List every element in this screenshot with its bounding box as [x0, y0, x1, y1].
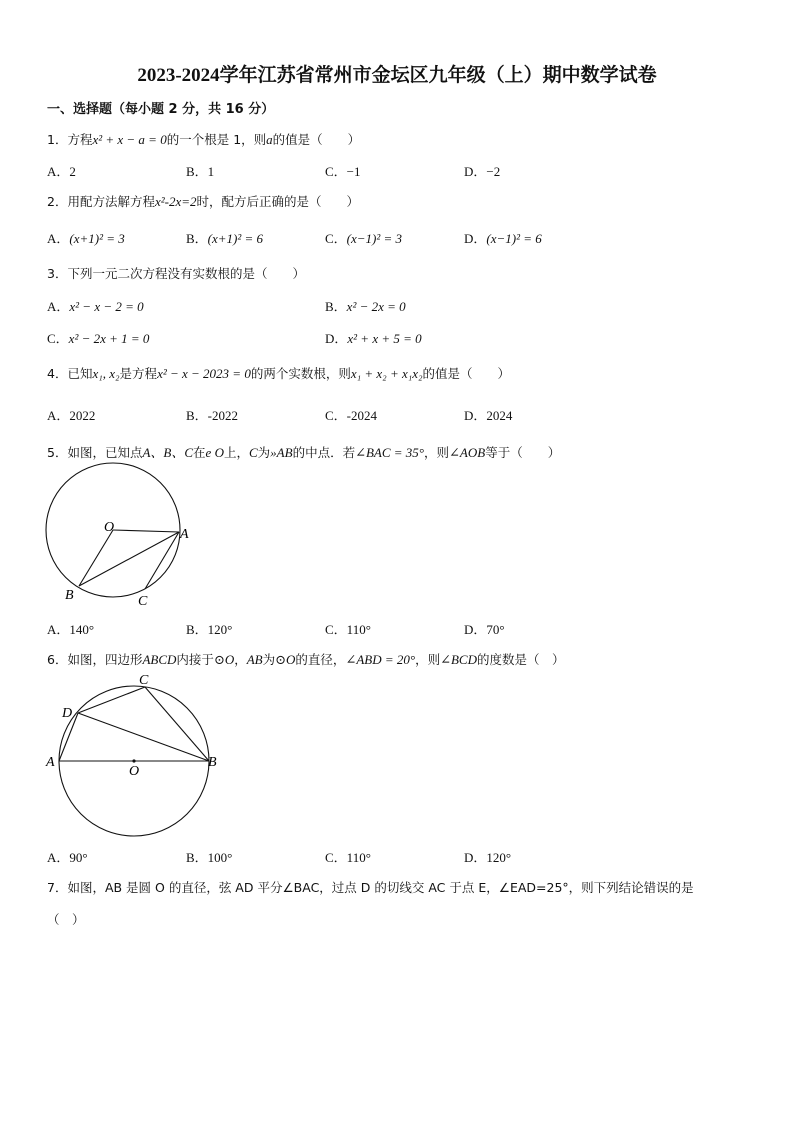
- q1-stem-mid: 的一个根是 1，则: [166, 132, 267, 147]
- q4-equation: x² − x − 2023 = 0: [157, 366, 251, 381]
- q1-option-a: A．2: [47, 164, 76, 179]
- q4-option-a: A．2022: [47, 408, 96, 423]
- q6-stem-pre: 6．如图，四边形: [47, 652, 143, 667]
- q3-math-c: x² − 2x + 1 = 0: [68, 331, 150, 346]
- question-3: 3．下列一元二次方程没有实数根的是（ ）: [47, 266, 305, 281]
- q4-stem-mid2: 的两个实数根，则: [250, 366, 351, 381]
- q6-segment-dc: [78, 687, 145, 713]
- question-7-line-2: （ ）: [47, 912, 85, 927]
- q1-option-b: B．1: [186, 164, 215, 179]
- q1-option-d: D．−2: [464, 164, 501, 179]
- q6-option-b: B．100°: [186, 850, 233, 865]
- q5-label-o: O: [104, 520, 115, 535]
- q5-stem-post: 等于（ ）: [485, 445, 561, 460]
- q6-circle2: ⊙O: [275, 652, 296, 667]
- q2-math-a: (x+1)² = 3: [69, 231, 125, 246]
- q3-label-c: C．: [47, 331, 69, 346]
- q5-stem-mid5: ，则: [424, 445, 450, 460]
- q3-math-b: x² − 2x = 0: [346, 299, 406, 314]
- q3-option-d: [325, 328, 422, 347]
- q6-option-c: C．110°: [325, 850, 371, 865]
- question-4: [47, 364, 510, 382]
- q2-math-b: (x+1)² = 6: [207, 231, 264, 246]
- q5-segment-ab: [79, 532, 179, 586]
- q6-center-dot: [132, 759, 135, 762]
- q3-label-b: B．: [325, 299, 347, 314]
- q5-target: ∠AOB: [449, 445, 486, 460]
- q5-arc: »AB: [270, 445, 293, 460]
- q4-stem-post: 的值是（ ）: [422, 366, 511, 381]
- q5-stem-mid3: 为: [257, 445, 271, 460]
- q1-equation: x² + x − a = 0: [92, 132, 167, 147]
- q6-circle: ⊙O: [213, 652, 235, 667]
- q2-stem-pre: 2．用配方法解方程: [47, 194, 155, 209]
- q2-math-c: (x−1)² = 3: [346, 231, 403, 246]
- q1-stem-pre: 1．方程: [47, 132, 93, 147]
- q6-stem-mid4: 的直径，: [295, 652, 346, 667]
- q4-expr: x₁ + x₂ + x₁x₂: [350, 366, 423, 381]
- question-2: [47, 192, 359, 210]
- q3-label-d: D．: [325, 331, 348, 346]
- question-7-line-1: 7．如图，AB 是圆 O 的直径，弦 AD 平分∠BAC，过点 D 的切线交 AC 于点 E，∠EAD=25°，则下列结论错误的是: [47, 880, 694, 895]
- q1-option-c: C．−1: [325, 164, 361, 179]
- q5-circle: e O: [205, 445, 224, 460]
- q4-option-d: D．2024: [464, 408, 513, 423]
- q6-label-b: B: [208, 755, 217, 770]
- q2-label-d: D．: [464, 231, 487, 246]
- q4-stem-pre: 4．已知: [47, 366, 93, 381]
- q6-label-a: A: [46, 755, 55, 770]
- question-5: [47, 442, 560, 461]
- section-heading: 一、选择题（每小题 2 分，共 16 分）: [47, 102, 275, 117]
- q5-option-b: B．120°: [186, 622, 233, 637]
- q6-option-a: A．90°: [47, 850, 88, 865]
- q6-stem-post: 的度数是（ ）: [477, 652, 565, 667]
- q3-label-a: A．: [47, 299, 70, 314]
- q2-option-a: [47, 228, 125, 247]
- q3-math-a: x² − x − 2 = 0: [69, 299, 144, 314]
- q5-segment-oa: [113, 530, 179, 532]
- question-1: [47, 130, 360, 148]
- q5-stem-pre: 5．如图，已知点: [47, 445, 143, 460]
- q3-math-d: x² + x + 5 = 0: [347, 331, 422, 346]
- q4-option-b: B．-2022: [186, 408, 239, 423]
- q2-option-c: [325, 228, 402, 247]
- q2-option-b: [186, 228, 263, 247]
- q2-label-a: A．: [47, 231, 70, 246]
- q4-stem-mid: 是方程: [119, 366, 158, 381]
- question-6: [47, 650, 565, 668]
- page-title: 2023-2024学年江苏省常州市金坛区九年级（上）期中数学试卷: [137, 65, 657, 86]
- q6-figure: [40, 670, 230, 840]
- q6-stem-mid5: ，则: [415, 652, 441, 667]
- q6-stem-mid2: ，: [234, 652, 247, 667]
- q6-segment-db: [78, 713, 209, 761]
- q2-option-d: [464, 228, 542, 247]
- q6-stem-mid: 内接于: [176, 652, 214, 667]
- q6-quad: ABCD: [142, 652, 177, 667]
- q5-stem-mid2: 上，: [223, 445, 249, 460]
- q5-segment-ob: [79, 530, 113, 586]
- q5-label-b: B: [65, 588, 74, 603]
- q5-option-a: A．140°: [47, 622, 95, 637]
- q2-stem-post: 时，配方后正确的是（ ）: [196, 194, 360, 209]
- q5-figure: [40, 462, 200, 612]
- q4-option-c: C．-2024: [325, 408, 378, 423]
- q2-label-c: C．: [325, 231, 347, 246]
- q4-roots: x₁, x₂: [92, 366, 120, 381]
- q6-label-d: D: [62, 706, 73, 721]
- q6-option-d: D．120°: [464, 850, 512, 865]
- q6-label-o: O: [129, 764, 140, 779]
- q5-label-c: C: [138, 594, 148, 609]
- q1-stem-post: 的值是（ ）: [272, 132, 361, 147]
- q2-label-b: B．: [186, 231, 208, 246]
- q2-math-d: (x−1)² = 6: [486, 231, 542, 246]
- q6-stem-mid3: 为: [262, 652, 276, 667]
- q5-option-d: D．70°: [464, 622, 505, 637]
- q2-equation: x²-2x=2: [154, 194, 197, 209]
- q6-label-c: C: [139, 673, 149, 688]
- q5-option-c: C．110°: [325, 622, 371, 637]
- q5-angle: ∠BAC = 35°: [355, 445, 424, 460]
- q6-ab: AB: [246, 652, 263, 667]
- q5-point-c: C: [248, 445, 258, 460]
- q5-label-a: A: [180, 527, 189, 542]
- q3-option-b: [325, 296, 406, 315]
- q3-option-c: [47, 328, 149, 347]
- q5-stem-mid4: 的中点．若: [292, 445, 356, 460]
- q5-points: A、B、C: [142, 445, 194, 460]
- q5-segment-ac: [145, 532, 179, 589]
- q3-option-a: [47, 296, 144, 315]
- q6-angle: ∠ABD = 20°: [345, 652, 416, 667]
- q1-var: a: [266, 132, 273, 147]
- q5-stem-mid: 在: [193, 445, 206, 460]
- q6-target: ∠BCD: [440, 652, 477, 667]
